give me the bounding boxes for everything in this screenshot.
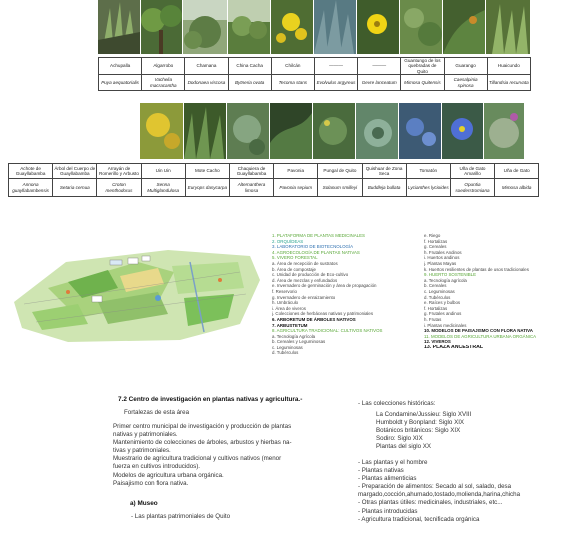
species-scientific-name: Lycianthes lycioides bbox=[406, 179, 450, 197]
legend-item: j. Colecciones de herbáceas nativas y patrimoniales bbox=[272, 311, 374, 317]
body-line: - Otras plantas útiles: medicinales, industriales, etc... bbox=[358, 499, 503, 507]
legend-item: d. Tubérculos bbox=[272, 350, 299, 356]
legend-item: 8. AGRICULTURA TRADICIONAL: CULTIVOS NATIVOS bbox=[272, 328, 383, 334]
legend-item: 11. MODELOS DE AGRICULTURA URBANA ORGÁNICA bbox=[424, 333, 537, 339]
species-scientific-name: Buddleja bullata bbox=[362, 179, 406, 197]
body-line: tivas y patrimoniales. bbox=[113, 447, 171, 455]
species-scientific-name: Tecoma stans bbox=[271, 75, 314, 91]
legend-item: a. Tecnología agrícola bbox=[424, 277, 467, 283]
legend-item: f. Hortalizas bbox=[424, 305, 448, 311]
collection-item: Plantas del siglo XX bbox=[376, 443, 432, 451]
legend-item: 9. HUERTO SOSTENIBLE bbox=[424, 272, 477, 278]
legend-item: 4. AGROECOLOGÍA DE PLANTAS NATIVAS bbox=[272, 249, 360, 255]
collections-intro: - Las colecciones históricas: bbox=[358, 400, 436, 407]
species-scientific-name: Pavonia sepium bbox=[274, 179, 318, 197]
species-scientific-name: Gevre lanceatum bbox=[358, 75, 401, 91]
legend-item: a. Tecnología Agrícola bbox=[272, 333, 316, 339]
body-line: Muestrario de agricultura tradicional y cultivos nativos (menor bbox=[113, 455, 282, 463]
legend-item: 5. VIVERO FORESTAL bbox=[272, 255, 318, 261]
legend-item: 1. PLATAFORMA DE PLANTAS MEDICINALES bbox=[272, 233, 365, 238]
legend-item: h. Frutales Andinos bbox=[424, 249, 462, 255]
photo-achote bbox=[140, 103, 183, 159]
legend-item: b. Cereales bbox=[424, 283, 447, 289]
species-scientific-name: Setaria cernua bbox=[53, 179, 97, 197]
common-names-row bbox=[99, 58, 531, 75]
species-scientific-name: Euryops dasycarpa bbox=[185, 179, 229, 197]
legend-item: d. Área de mezclas y enfundados bbox=[272, 277, 338, 283]
body-line: - Plantas nativas bbox=[358, 467, 404, 475]
legend-item: e. Invernadero de germinación y área de propagación bbox=[272, 283, 377, 289]
species-scientific-name: Mimosa albida bbox=[495, 179, 539, 197]
body-line: nativas y patrimoniales. bbox=[113, 431, 178, 439]
species-common-name: China Cacha bbox=[228, 58, 271, 75]
species-scientific-name: Evolvulus argyreus bbox=[314, 75, 357, 91]
legend-item: k. Huertos resilientes de plantas de usos tradicionales bbox=[424, 266, 529, 272]
species-scientific-name: Vachelia macracantha bbox=[142, 75, 185, 91]
species-common-name: Achupalla bbox=[99, 58, 142, 75]
legend-item: 2. ORQUÍDEAS bbox=[272, 238, 304, 244]
common-names-row bbox=[9, 164, 539, 179]
species-common-name: Guantungo de los quebradas de Quito bbox=[401, 58, 444, 75]
legend-item: c. Unidad de producción de Eco-cultivo bbox=[272, 272, 349, 278]
legend-item: g. Invernadero de enraizamiento bbox=[272, 294, 336, 300]
legend-item: 3. LABORATORIO DE BIOTECNOLOGÍA bbox=[272, 244, 354, 250]
species-common-name: Pungal de Quito bbox=[318, 164, 362, 179]
species-common-name: Tomatón bbox=[406, 164, 450, 179]
photo-gevre bbox=[357, 0, 399, 54]
legend-item: 6. ARBORETUM DE ÁRBOLES NATIVOS bbox=[272, 316, 356, 322]
photo-algarrobo bbox=[141, 0, 182, 54]
species-common-name: Achote de Guayllabamba bbox=[9, 164, 53, 179]
legend-item: i. Huertos andinos bbox=[424, 255, 460, 261]
collection-item: Botánicos británicos: Siglo XIX bbox=[376, 427, 461, 435]
species-common-name: Uña de Gato Amarillo bbox=[450, 164, 494, 179]
photo-evolvulus bbox=[314, 0, 356, 54]
species-common-name: Uin Uin bbox=[141, 164, 185, 179]
legend-item: c. Leguminosas bbox=[272, 344, 303, 350]
species-scientific-name: Solanum smilleyi bbox=[318, 179, 362, 197]
species-scientific-name: Puya aequatorialis bbox=[99, 75, 142, 91]
museo-heading: a) Museo bbox=[130, 500, 158, 507]
legend-item: e. Raíces y bulbos bbox=[424, 300, 461, 306]
legend-item: e. Riego bbox=[424, 233, 441, 238]
section-subheading: Fortalezas de esta área bbox=[124, 409, 190, 416]
scientific-names-row bbox=[99, 75, 531, 91]
legend-item: i. Plantas medicinales bbox=[424, 322, 467, 328]
legend-item: j. Plantas Mayas bbox=[424, 260, 457, 266]
species-scientific-name: Bytneria ovata bbox=[228, 75, 271, 91]
collections-list bbox=[376, 411, 471, 451]
species-common-name: Guarango bbox=[444, 58, 487, 75]
species-scientific-name: Annona guayllabambensis bbox=[9, 179, 53, 197]
photo-senna bbox=[270, 103, 312, 159]
photo-setaria bbox=[184, 103, 226, 159]
species-common-name: Quishuar de Zona Seca bbox=[362, 164, 406, 179]
photo-strip-bottom bbox=[140, 103, 524, 159]
legend-item: 10. MODELOS DE PAISAJISMO CON FLORA NATIVA bbox=[424, 328, 533, 334]
species-scientific-name: Opuntia soederstromiana bbox=[450, 179, 494, 197]
section-left-column bbox=[113, 423, 292, 488]
photo-mimosa-quitensis bbox=[400, 0, 442, 54]
legend-item: b. Cereales y Leguminosas bbox=[272, 339, 326, 345]
species-common-name: Chilcán bbox=[271, 58, 314, 75]
section-heading: 7.2 Centro de investigación en plantas nativas y agricultura.- bbox=[118, 396, 303, 403]
body-line: - Las plantas y el hombre bbox=[358, 459, 428, 466]
scientific-names-row bbox=[9, 179, 539, 197]
photo-tillandsia bbox=[486, 0, 530, 54]
map-legend-left bbox=[272, 233, 420, 356]
photo-solanum bbox=[442, 103, 483, 159]
legend-item: a. Área de recepción de sustratos bbox=[272, 260, 338, 266]
photo-chamana bbox=[183, 0, 227, 54]
photo-achupalla bbox=[98, 0, 140, 54]
species-table-1 bbox=[98, 57, 531, 91]
photo-buddleja bbox=[484, 103, 524, 159]
species-common-name: Chamana bbox=[185, 58, 228, 75]
legend-item: c. Leguminosas bbox=[424, 288, 455, 294]
species-scientific-name: Senna Multiglandulosa bbox=[141, 179, 185, 197]
site-map bbox=[8, 232, 270, 352]
photo-caesalpinia bbox=[443, 0, 485, 54]
legend-item: b. Área de compostaje bbox=[272, 266, 316, 272]
legend-item: i. Área de viveros bbox=[272, 305, 306, 311]
species-common-name: Huaicundo bbox=[487, 58, 530, 75]
species-common-name: Árbol del Cuerpo de Guayllabamba bbox=[53, 164, 97, 179]
legend-item: 12. VIVEROS bbox=[424, 339, 451, 345]
body-line: margado,cocción,ahumado,tostado,molienda,harina,chicha bbox=[358, 491, 521, 499]
species-table-2 bbox=[8, 163, 539, 197]
body-line: - Plantas alimenticias bbox=[358, 475, 417, 483]
photo-alternanthera bbox=[356, 103, 398, 159]
legend-item: h. Umbráculo bbox=[272, 300, 299, 306]
species-common-name: Uña de Gato bbox=[495, 164, 539, 179]
body-line: Primer centro municipal de investigación y producción de plantas bbox=[113, 423, 292, 430]
map-legend-right bbox=[424, 233, 564, 350]
legend-item: g. Cereales bbox=[424, 244, 447, 250]
museo-line: - Las plantas patrimoniales de Quito bbox=[131, 513, 231, 520]
collection-item: La Condamine/Jussieu: Siglo XVIII bbox=[376, 411, 472, 418]
species-common-name: Arrayán de Romerillo y Arbusto bbox=[97, 164, 141, 179]
collection-item: Humboldt y Bonpland: Siglo XIX bbox=[376, 419, 465, 427]
photo-chilcan bbox=[271, 0, 313, 54]
species-scientific-name: Alternanthera limosa bbox=[229, 179, 273, 197]
section-right-column bbox=[358, 459, 520, 524]
legend-item: d. Tubérculos bbox=[424, 294, 451, 300]
species-scientific-name: Caesalpinia spinosa bbox=[444, 75, 487, 91]
legend-item: g. Frutales andinos bbox=[424, 311, 462, 317]
species-common-name: ——— bbox=[314, 58, 357, 75]
species-common-name: Pavonia bbox=[274, 164, 318, 179]
species-common-name: Mote Cacho bbox=[185, 164, 229, 179]
species-scientific-name: Dodonaea viscosa bbox=[185, 75, 228, 91]
body-line: Modelos de agricultura urbana orgánica. bbox=[113, 471, 224, 479]
legend-item: 7. ARBUSTETUM bbox=[272, 322, 308, 328]
body-line: - Preparación de alimentos: Secado al sol, salado, desa bbox=[358, 483, 512, 491]
legend-item: 13. PLAZA ANCESTRAL bbox=[424, 344, 483, 350]
photo-china-cacha bbox=[228, 0, 270, 54]
species-common-name: ——— bbox=[358, 58, 401, 75]
photo-euryops bbox=[313, 103, 355, 159]
photo-strip-top bbox=[98, 0, 530, 54]
body-line: - Agricultura tradicional, tecnificada orgánica bbox=[358, 515, 480, 523]
body-line: - Plantas introducidas bbox=[358, 507, 418, 515]
photo-pavonia bbox=[399, 103, 441, 159]
legend-item: f. Reservorio bbox=[272, 288, 297, 294]
legend-item: h. Frutas bbox=[424, 316, 442, 322]
photo-croton bbox=[227, 103, 269, 159]
species-common-name: Algarrobo bbox=[142, 58, 185, 75]
species-scientific-name: Croton menthodorus bbox=[97, 179, 141, 197]
legend-item: f. Hortalizas bbox=[424, 238, 448, 244]
species-scientific-name: Mimosa Quitensis bbox=[401, 75, 444, 91]
species-common-name: Chaquiera de Guayllabamba bbox=[229, 164, 273, 179]
species-scientific-name: Tillandsia recurvata bbox=[487, 75, 530, 91]
body-line: fuerza en cultivos introducidos). bbox=[113, 463, 201, 471]
collection-item: Sodiro: Siglo XIX bbox=[376, 435, 423, 443]
body-line: Mantenimiento de colecciones de árboles, arbustos y hierbas na- bbox=[113, 439, 292, 447]
body-line: Paisajismo con flora nativa. bbox=[113, 479, 189, 487]
